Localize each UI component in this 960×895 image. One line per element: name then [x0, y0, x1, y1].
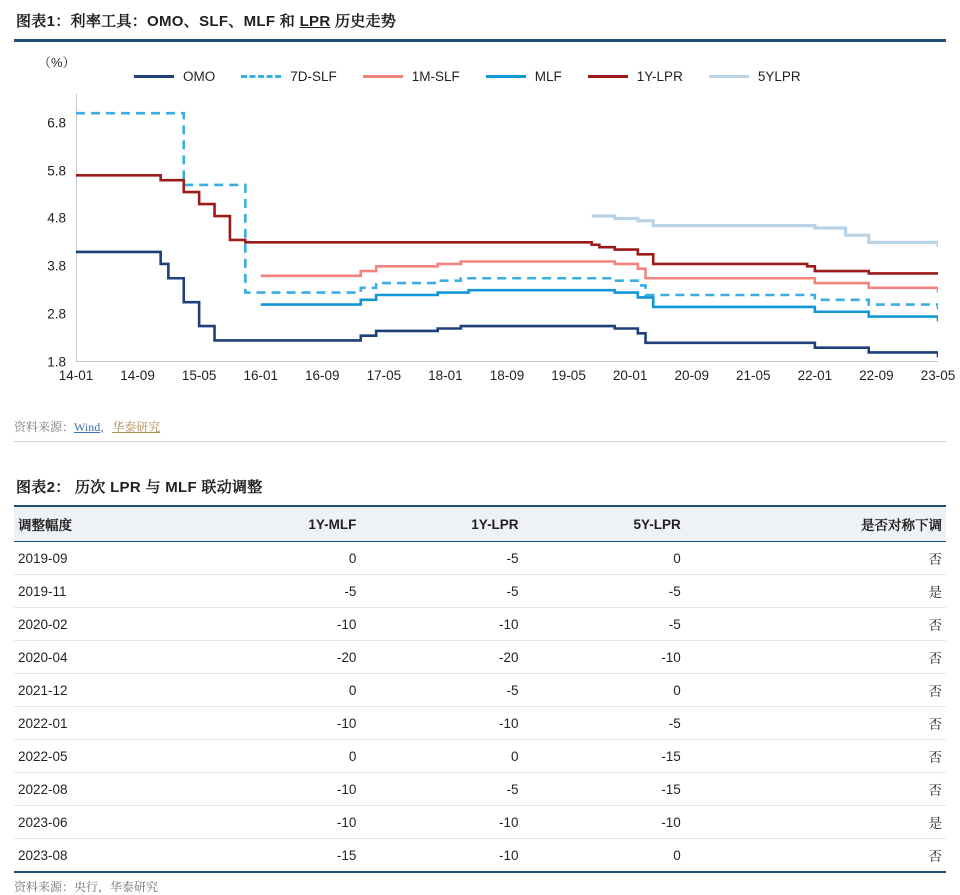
- x-axis-tick: 23-05: [920, 368, 956, 383]
- table-cell: -10: [196, 806, 360, 839]
- y-axis-tick: 1.8: [47, 354, 66, 370]
- legend-item: [363, 69, 460, 84]
- table-body: [14, 542, 946, 873]
- table-column-header: 是否对称下调: [685, 506, 946, 542]
- table-cell: -10: [196, 608, 360, 641]
- legend-label: 1M-SLF: [411, 68, 460, 84]
- exhibit1-title: [14, 0, 946, 39]
- table-column-header: 5Y-LPR: [523, 506, 685, 542]
- table-header: [14, 506, 946, 542]
- table-cell: -5: [360, 674, 522, 707]
- table-row: [14, 773, 946, 806]
- table-cell: 否: [685, 740, 946, 773]
- exhibit1-title-underline: LPR: [299, 13, 331, 30]
- table-cell: 0: [360, 740, 522, 773]
- exhibit1-chart: [14, 42, 956, 412]
- lpr-mlf-table: [14, 505, 946, 873]
- table-row: [14, 839, 946, 873]
- series-line: [76, 113, 938, 309]
- exhibit1-title-main: 利率工具：OMO、SLF、MLF 和: [70, 13, 300, 30]
- table-row: [14, 542, 946, 575]
- table-cell: -5: [360, 542, 522, 575]
- x-axis-tick: 16-09: [305, 368, 340, 383]
- source-link-wind[interactable]: Wind: [74, 420, 101, 434]
- legend-swatch: [588, 75, 628, 78]
- table-cell: -10: [523, 806, 685, 839]
- legend-label: OMO: [183, 68, 216, 84]
- table-cell: 2019-09: [14, 542, 196, 575]
- table-cell: -10: [360, 707, 522, 740]
- table-cell: -5: [196, 575, 360, 608]
- table-cell: -5: [523, 707, 685, 740]
- table-cell: -10: [360, 608, 522, 641]
- legend-label: 1Y-LPR: [636, 68, 683, 84]
- legend-swatch: [709, 75, 749, 78]
- table-cell: 是: [685, 575, 946, 608]
- legend-label: 5YLPR: [757, 68, 801, 84]
- x-axis-tick: 19-05: [551, 368, 586, 383]
- legend-swatch: [363, 75, 403, 78]
- table-cell: 2019-11: [14, 575, 196, 608]
- x-axis-tick: 17-05: [366, 368, 402, 383]
- legend-label: 7D-SLF: [290, 68, 337, 84]
- table-cell: 否: [685, 674, 946, 707]
- table-column-header: 调整幅度: [14, 506, 196, 542]
- table-cell: 2022-08: [14, 773, 196, 806]
- table-cell: -10: [360, 806, 522, 839]
- table-column-header: 1Y-LPR: [360, 506, 522, 542]
- table-cell: 否: [685, 839, 946, 873]
- table-cell: -10: [196, 773, 360, 806]
- table-cell: -10: [523, 641, 685, 674]
- table-cell: 2022-01: [14, 707, 196, 740]
- exhibit2-title: 图表2： 历次 LPR 与 MLF 联动调整: [16, 479, 263, 496]
- chart-plot-area: [76, 94, 938, 362]
- table-cell: 2023-08: [14, 839, 196, 873]
- y-axis-tick: 4.8: [47, 210, 66, 226]
- table-cell: -10: [360, 839, 522, 873]
- y-axis-tick: 3.8: [47, 258, 66, 274]
- source-prefix: 资料来源：: [14, 420, 75, 434]
- table-cell: -20: [196, 641, 360, 674]
- table-cell: 0: [523, 839, 685, 873]
- x-axis-tick: 22-09: [859, 368, 894, 383]
- table-row: [14, 806, 946, 839]
- x-axis-tick: 20-01: [612, 368, 648, 383]
- table-cell: -15: [523, 773, 685, 806]
- y-axis-unit: （%）: [38, 55, 76, 70]
- legend-swatch: [241, 75, 281, 78]
- x-axis-tick: 14-01: [58, 368, 94, 383]
- x-axis-tick: 16-01: [243, 368, 278, 383]
- axis-lines: [76, 94, 938, 362]
- table-cell: 2023-06: [14, 806, 196, 839]
- series-line: [261, 290, 938, 321]
- table-cell: 2020-02: [14, 608, 196, 641]
- y-axis-tick: 6.8: [47, 115, 66, 131]
- legend-label: MLF: [534, 68, 562, 84]
- table-cell: 否: [685, 608, 946, 641]
- legend-swatch: [486, 75, 526, 78]
- series-line: [76, 252, 938, 357]
- table-cell: -5: [360, 575, 522, 608]
- x-axis-tick: 20-09: [674, 368, 709, 383]
- x-axis-tick: 18-01: [428, 368, 463, 383]
- table-cell: 2020-04: [14, 641, 196, 674]
- x-axis-tick: 18-09: [489, 368, 525, 383]
- legend-item: [486, 69, 562, 84]
- legend-item: [241, 69, 337, 84]
- legend-item: [588, 69, 683, 84]
- y-axis-labels: [14, 94, 72, 370]
- y-axis-tick: 5.8: [47, 163, 66, 179]
- table-cell: 2021-12: [14, 674, 196, 707]
- table-cell: 否: [685, 773, 946, 806]
- exhibit1-source-rule: [14, 441, 946, 442]
- table-row: [14, 641, 946, 674]
- exhibit1-source: [14, 412, 946, 435]
- x-axis-tick: 14-09: [120, 368, 155, 383]
- table-column-header: 1Y-MLF: [196, 506, 360, 542]
- legend-item: [709, 69, 801, 84]
- exhibit2: [14, 476, 946, 895]
- y-axis-tick: 2.8: [47, 306, 66, 322]
- legend-item: [134, 69, 215, 84]
- x-axis-tick: 15-05: [181, 368, 217, 383]
- table-row: [14, 740, 946, 773]
- table-cell: -20: [360, 641, 522, 674]
- table-cell: 0: [523, 542, 685, 575]
- table-cell: -5: [360, 773, 522, 806]
- x-axis-tick: 21-05: [736, 368, 771, 383]
- exhibit2-source: 资料来源：央行，华泰研究: [14, 880, 159, 894]
- table-cell: 否: [685, 542, 946, 575]
- legend-swatch: [134, 75, 174, 78]
- exhibit1-title-suffix: 历史走势: [330, 13, 397, 30]
- table-row: [14, 608, 946, 641]
- table-row: [14, 674, 946, 707]
- table-cell: 否: [685, 707, 946, 740]
- source-separator: ，: [100, 420, 113, 434]
- exhibit1-title-prefix: 图表1：: [16, 13, 71, 30]
- table-cell: 是: [685, 806, 946, 839]
- table-cell: 0: [196, 674, 360, 707]
- table-cell: 0: [196, 542, 360, 575]
- source-org: 华泰研究: [112, 420, 161, 434]
- table-cell: -10: [196, 707, 360, 740]
- table-cell: -5: [523, 608, 685, 641]
- table-cell: 0: [196, 740, 360, 773]
- table-row: [14, 575, 946, 608]
- x-axis-labels: [58, 368, 956, 390]
- table-header-row: [14, 506, 946, 542]
- chart-legend: [134, 64, 934, 88]
- table-cell: -5: [523, 575, 685, 608]
- table-cell: 2022-05: [14, 740, 196, 773]
- series-line: [592, 216, 938, 247]
- table-cell: -15: [196, 839, 360, 873]
- table-cell: 否: [685, 641, 946, 674]
- table-cell: 0: [523, 674, 685, 707]
- table-row: [14, 707, 946, 740]
- x-axis-tick: 22-01: [797, 368, 833, 383]
- table-cell: -15: [523, 740, 685, 773]
